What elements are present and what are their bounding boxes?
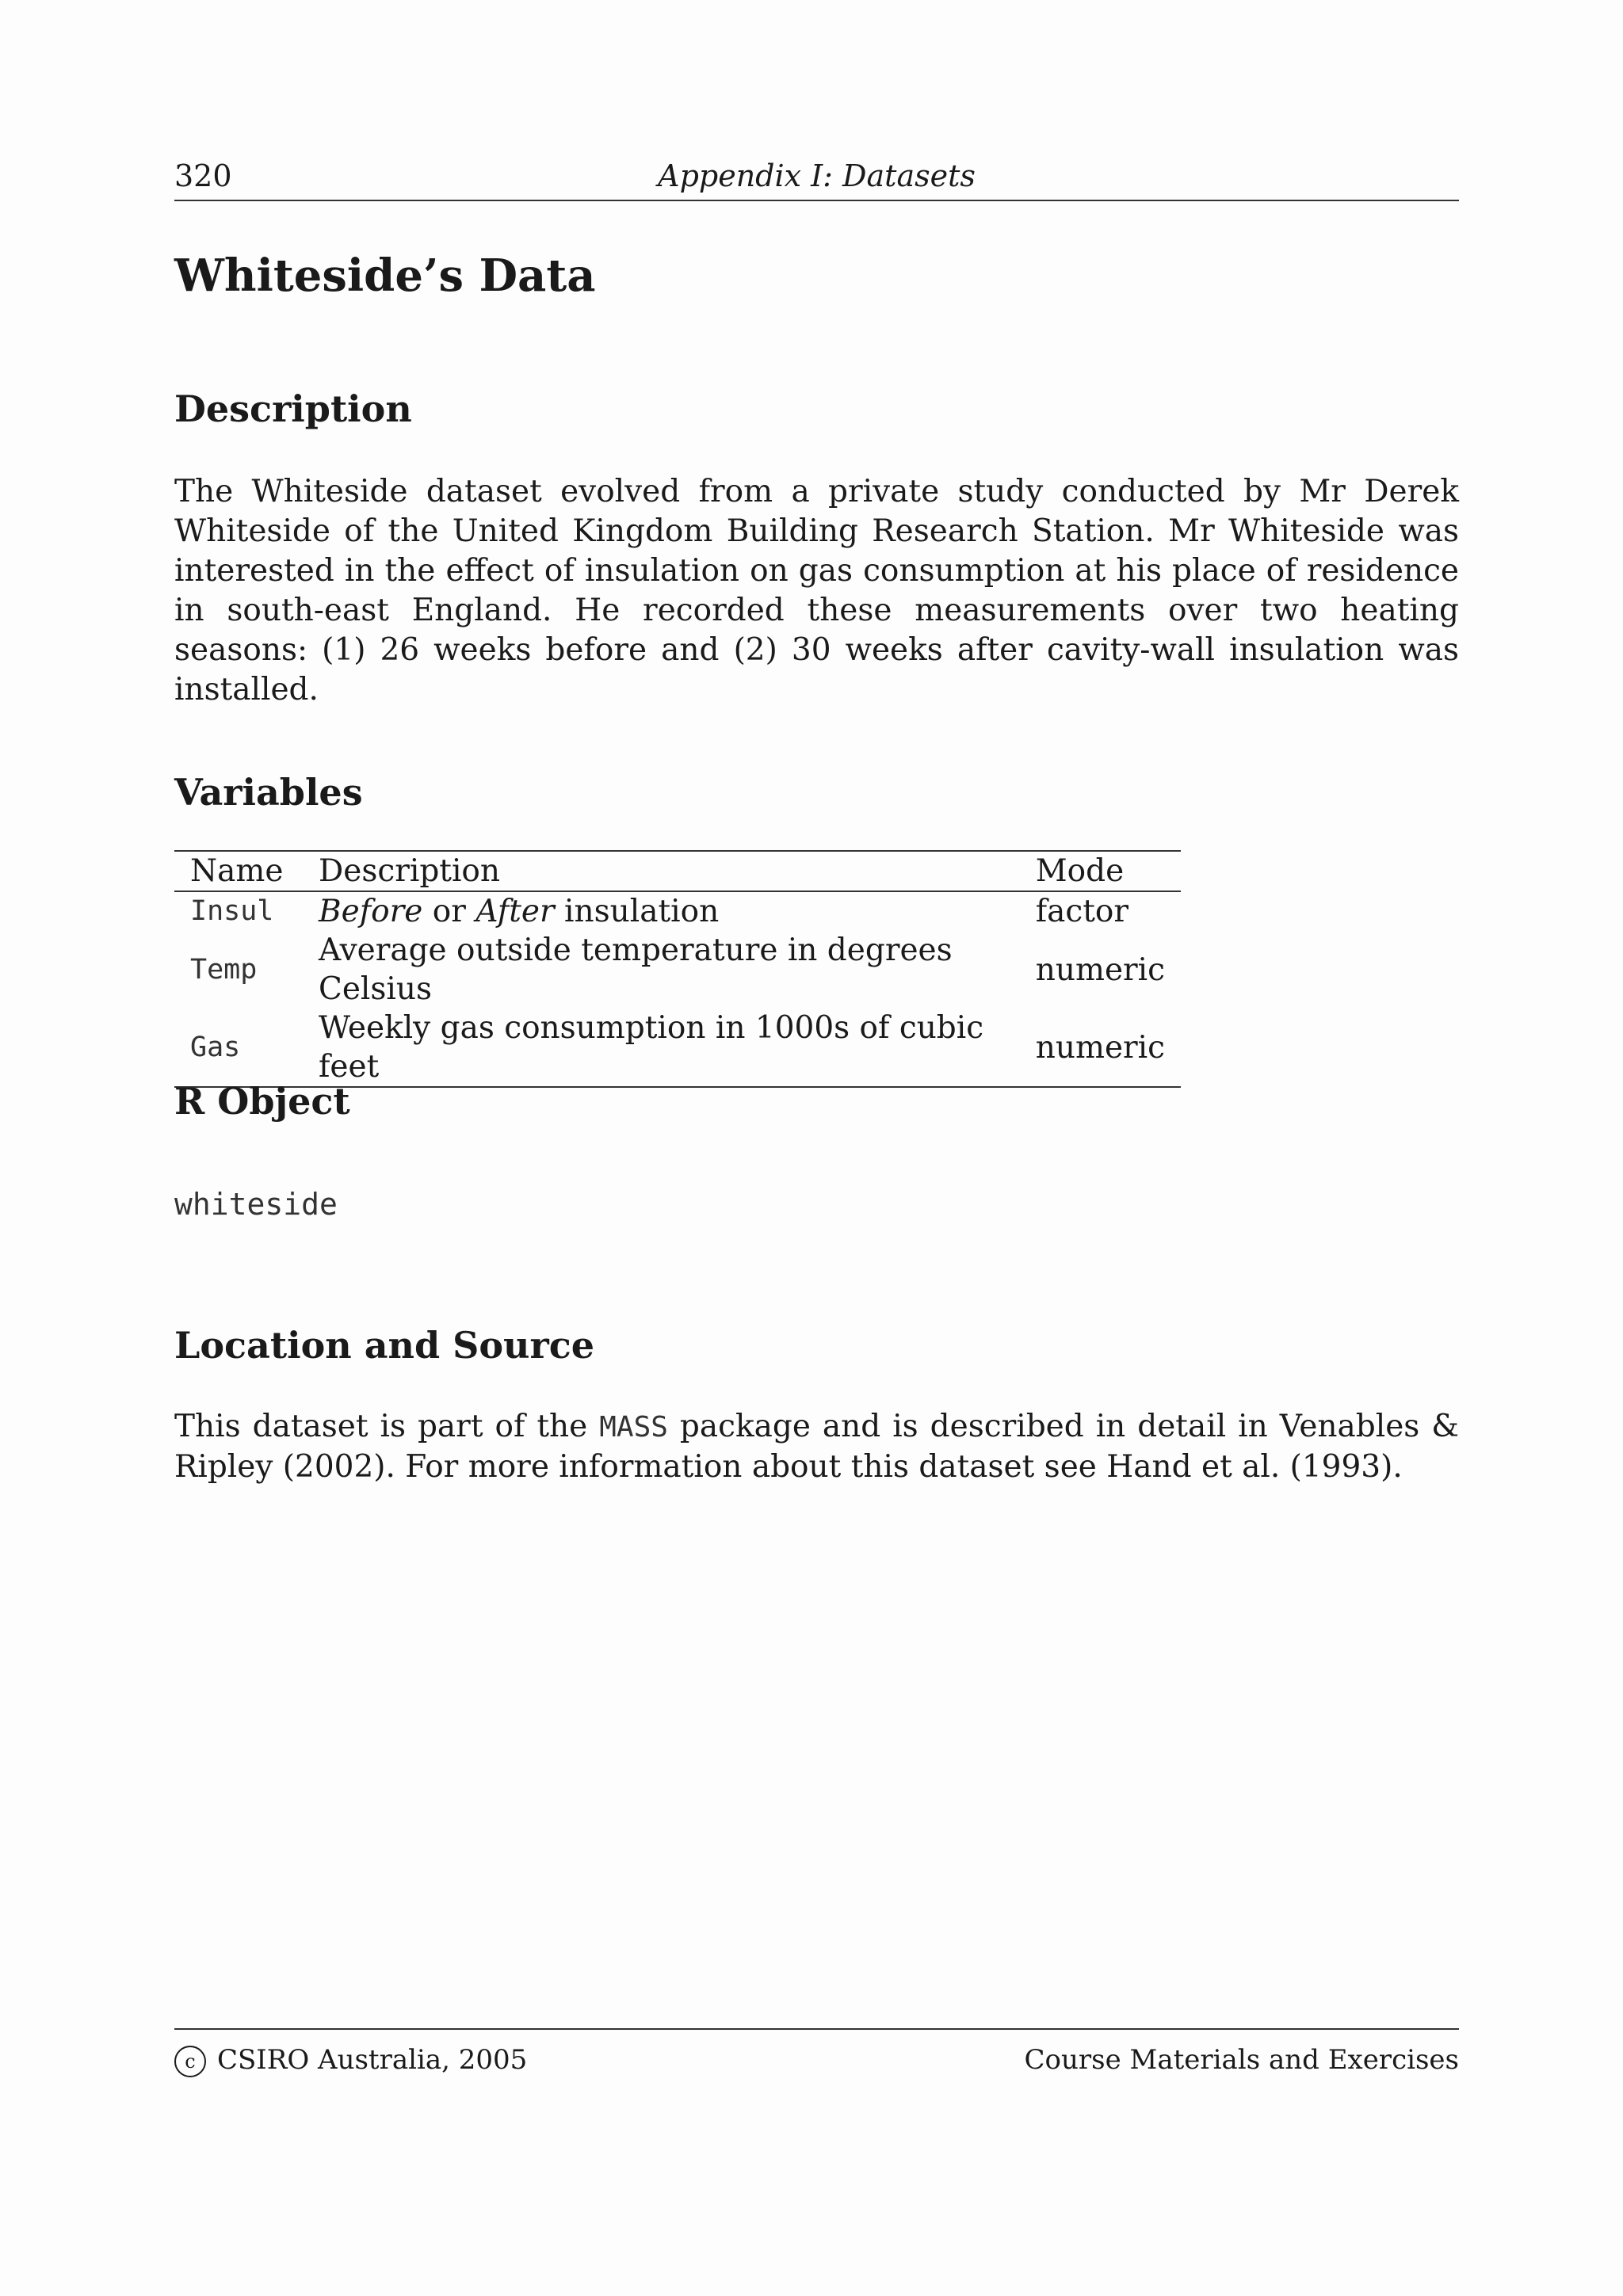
r-object-value: whiteside <box>174 1187 338 1222</box>
variables-heading: Variables <box>174 771 363 814</box>
variable-name: Insul <box>190 895 274 927</box>
location-text <box>174 1407 1459 1487</box>
variable-name: Temp <box>190 953 258 986</box>
running-title: Appendix I: Datasets <box>658 158 976 193</box>
r-object-heading: R Object <box>174 1080 350 1123</box>
variable-mode: numeric <box>1035 952 1165 988</box>
variables-table <box>174 850 1181 1088</box>
table-row <box>174 891 1181 931</box>
variable-description: Weekly gas consumption in 1000s of cubic feet <box>319 1010 984 1085</box>
column-header-description: Description <box>303 851 1020 891</box>
variable-mode: numeric <box>1035 1029 1165 1066</box>
location-text-end: package and is described in detail in Venables & Ripley (2002). For more information about this dataset see Hand et al. (1993). <box>174 1409 1459 1485</box>
running-footer <box>174 2028 1459 2085</box>
copyright-text: CSIRO Australia, 2005 <box>217 2044 528 2076</box>
series-title: Course Materials and Exercises <box>1024 2044 1459 2076</box>
variable-description <box>303 891 1020 931</box>
location-heading: Location and Source <box>174 1324 594 1367</box>
column-header-name: Name <box>174 851 303 891</box>
description-text: The Whiteside dataset evolved from a private study conducted by Mr Derek Whiteside of the United Kingdom Building Research Station. Mr Whiteside was interested in the effect of insulation on gas consumption at his place of residence in south-east England. He recorded these measurements over two heating seasons: (1) 26 weeks before and (2) 30 weeks after cavity-wall insulation was installed. <box>174 474 1459 707</box>
copyright-icon: c <box>174 2046 206 2077</box>
variable-name: Gas <box>190 1031 241 1063</box>
emphasis-after: After <box>475 894 555 929</box>
column-header-mode: Mode <box>1020 851 1181 891</box>
variable-mode: factor <box>1035 894 1129 929</box>
description-tail: insulation <box>554 894 720 929</box>
package-name: MASS <box>599 1411 668 1444</box>
table-header-row <box>174 851 1181 891</box>
page-number: 320 <box>174 158 232 193</box>
description-connector: or <box>422 894 476 929</box>
page-title: Whiteside’s Data <box>174 250 596 302</box>
location-text-start: This dataset is part of the <box>174 1409 600 1444</box>
variable-description: Average outside temperature in degrees Celsius <box>319 933 953 1007</box>
table-row <box>174 1009 1181 1087</box>
table-row <box>174 931 1181 1009</box>
emphasis-before: Before <box>319 894 423 929</box>
description-heading: Description <box>174 387 412 430</box>
copyright-notice <box>174 2041 527 2079</box>
running-header <box>174 155 1459 201</box>
